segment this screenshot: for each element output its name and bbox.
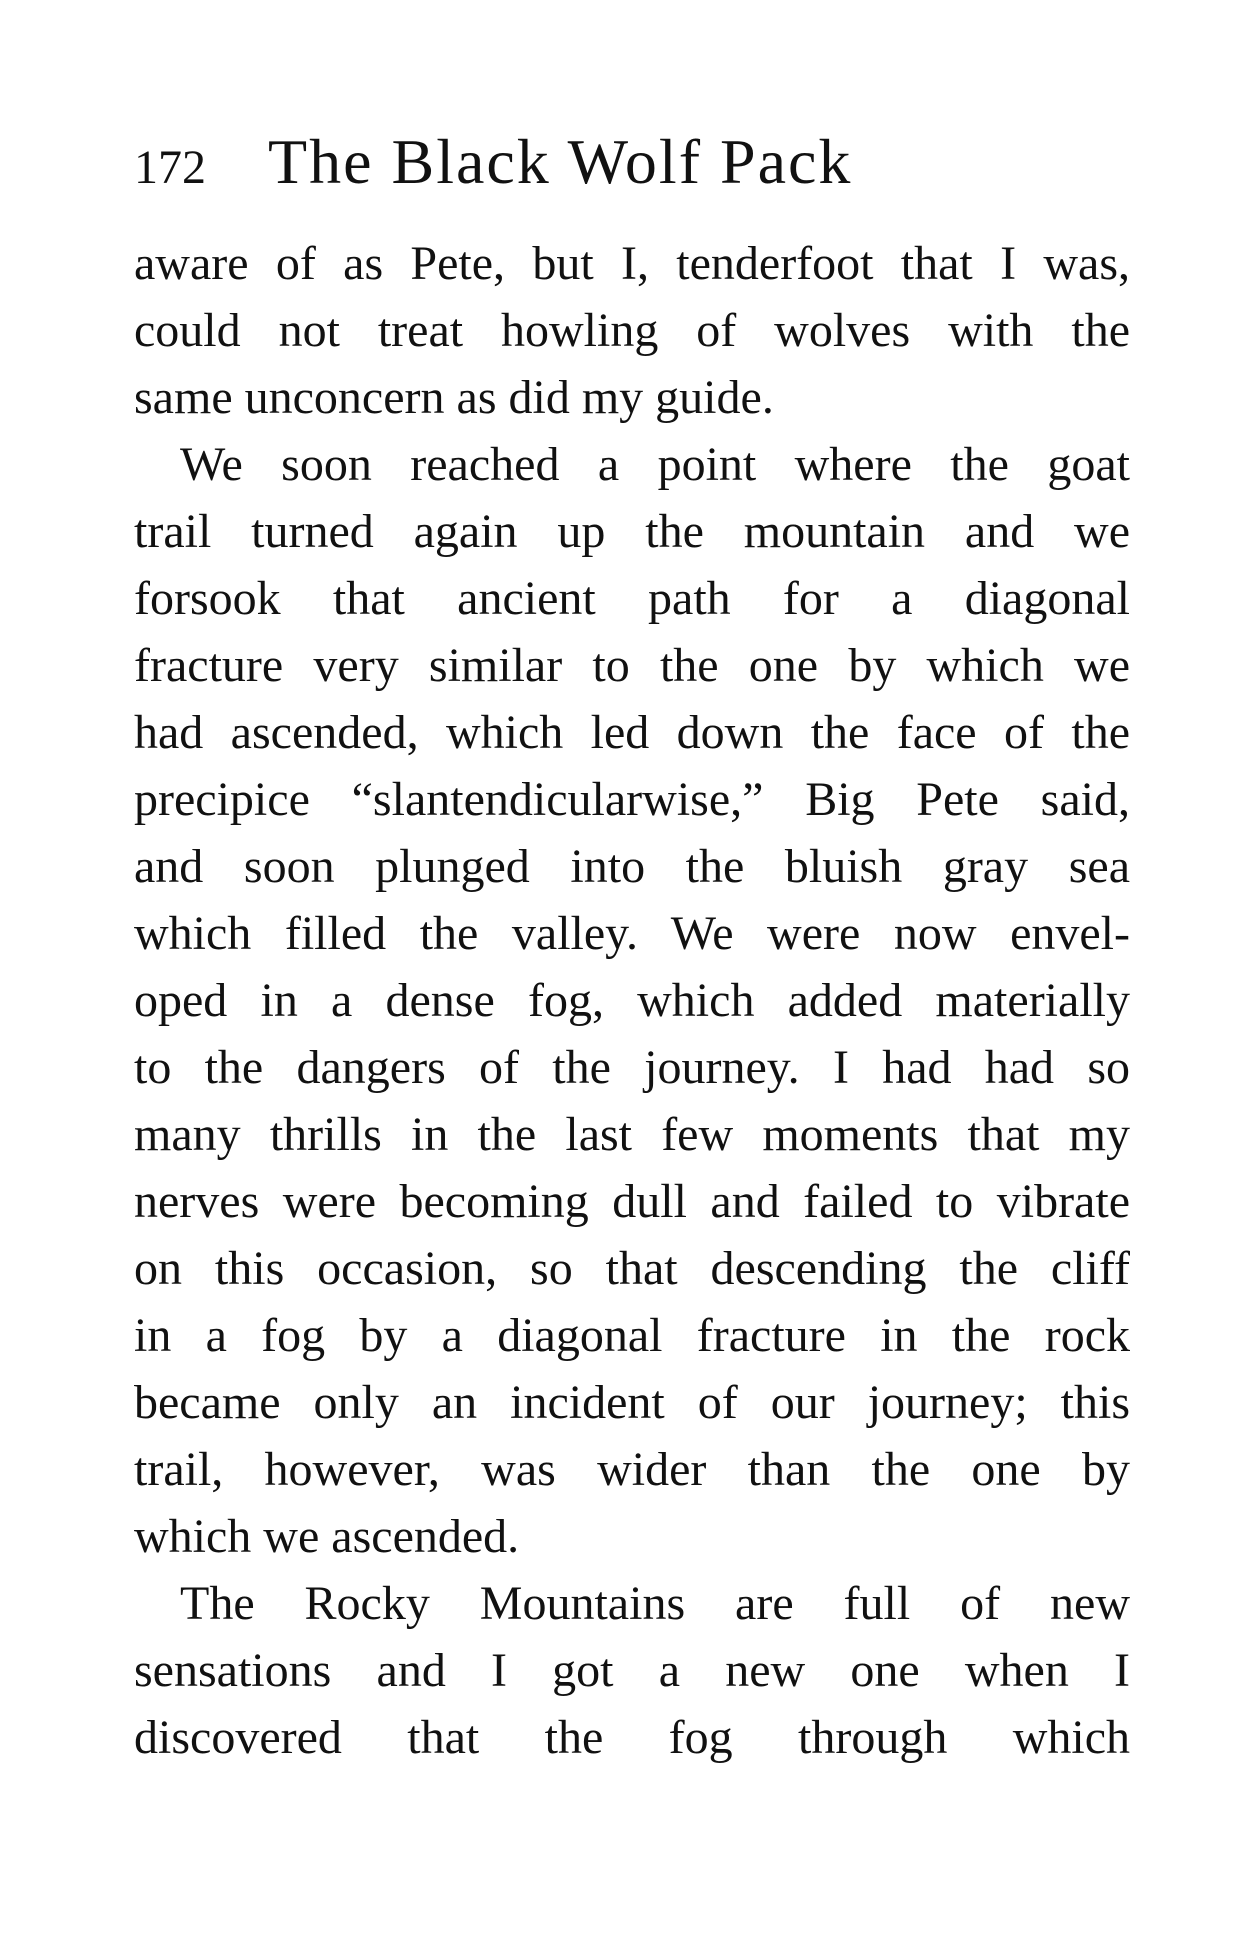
text-line: on this occasion, so that descending the cliff (134, 1242, 1130, 1295)
page-number: 172 (134, 141, 206, 194)
text-line: nerves were becoming dull and failed to vibrate (134, 1175, 1130, 1228)
body-text (134, 230, 1130, 1771)
text-line: precipice “slantendicularwise,” Big Pete said, (134, 773, 1130, 826)
text-line: trail, however, was wider than the one by (134, 1443, 1130, 1496)
text-line: to the dangers of the journey. I had had so (134, 1041, 1130, 1094)
text-line: many thrills in the last few moments that my (134, 1108, 1130, 1161)
text-line: discovered that the fog through which (134, 1711, 1130, 1764)
text-line: which filled the valley. We were now envel- (134, 907, 1130, 960)
running-head (134, 122, 1134, 202)
text-line: fracture very similar to the one by which we (134, 639, 1130, 692)
paragraph-2 (134, 431, 1130, 1570)
text-line: The Rocky Mountains are full of new (180, 1577, 1130, 1630)
text-line: which we ascended. (134, 1510, 520, 1563)
paragraph-3 (134, 1570, 1130, 1771)
text-line: sensations and I got a new one when I (134, 1644, 1130, 1697)
text-line: in a fog by a diagonal fracture in the rock (134, 1309, 1130, 1362)
paragraph-1 (134, 230, 1130, 431)
text-line: could not treat howling of wolves with the (134, 304, 1130, 357)
text-line: We soon reached a point where the goat (180, 438, 1130, 491)
text-line: forsook that ancient path for a diagonal (134, 572, 1130, 625)
text-line: became only an incident of our journey; this (134, 1376, 1130, 1429)
text-line: same unconcern as did my guide. (134, 371, 774, 424)
text-line: oped in a dense fog, which added materially (134, 974, 1130, 1027)
running-title: The Black Wolf Pack (268, 126, 853, 197)
text-line: aware of as Pete, but I, tenderfoot that I was, (134, 237, 1130, 290)
text-line: trail turned again up the mountain and we (134, 505, 1130, 558)
text-line: had ascended, which led down the face of the (134, 706, 1130, 759)
text-line: and soon plunged into the bluish gray sea (134, 840, 1130, 893)
